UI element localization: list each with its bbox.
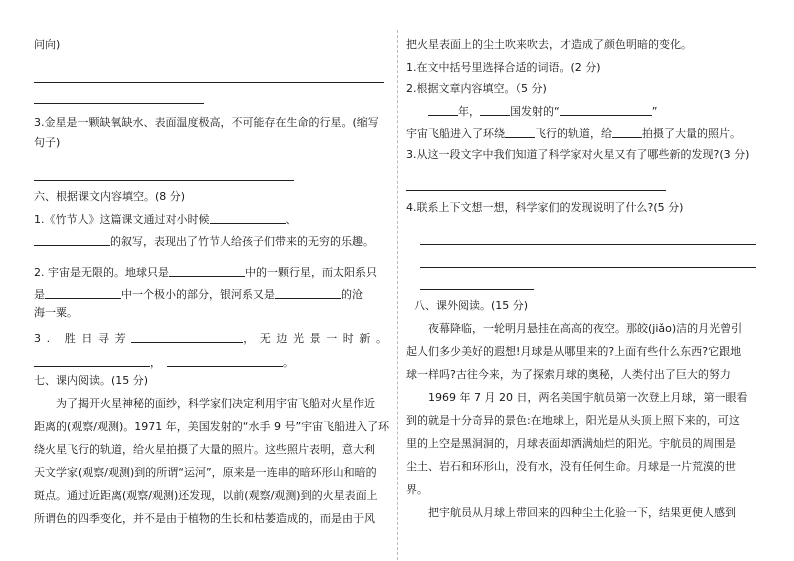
blank-field[interactable] [612,126,642,138]
blank-field[interactable] [210,212,286,224]
passage-line: 为了揭开火星神秘的面纱，科学家们决定利用宇宙飞船对火星作近 [56,397,375,410]
question-3-cont: 句子) [34,136,61,149]
blank-field[interactable] [505,126,535,138]
text: 拍摄了大量的照片。 [642,127,741,140]
blank-field[interactable] [275,287,341,299]
question-2-fill [428,104,657,119]
text: 、 [285,213,297,226]
text: 年， [458,105,480,118]
text: 国发射的“ [510,105,560,118]
text: 宇宙飞船进入了环绕 [406,127,505,140]
passage-line: 起人们多少美好的遐想!月球是从哪里来的?上面有些什么东西?它跟地 [406,345,742,358]
blank-field[interactable] [167,355,283,367]
section-8-heading: 八、课外阅读。(15 分) [414,299,529,312]
passage-line: 里的上空是黑洞洞的，月球表面却洒满灿烂的阳光。宇航员的周围是 [406,437,736,450]
passage-line: 尘土、岩石和环形山，没有水，没有任何生命。月球是一片荒漠的世 [406,460,736,473]
fill-item-3-cont [34,355,294,370]
text: 是 [34,288,45,301]
passage-line: 斑点。通过近距离(观察/观测)还发现，以前(观察/观测)到的火星表面上 [34,489,378,502]
section-7-heading: 七、课内阅读。(15 分) [34,374,149,387]
question-2: 2.根据文章内容填空。（5 分) [406,82,547,95]
passage-line: 天文学家(观察/观测)到的所谓“运河”，原来是一连串的暗环形山和暗的 [34,466,377,479]
passage-line: 把火星表面上的尘土吹来吹去，才造成了颜色明暗的变化。 [406,38,692,51]
question-1: 1.在文中括号里选择合适的词语。(2 分) [406,61,601,74]
text: 的叙写，表现出了竹节人给孩子们带来的无穷的乐趣。 [110,235,374,248]
passage-line: 所谓色的四季变化，并不是由于植物的生长和枯萎造成的，而是由于风 [34,512,375,525]
text: 飞行的轨道，给 [535,127,612,140]
passage-line: 界。 [406,483,428,496]
blank-field[interactable] [45,287,121,299]
fill-item-1-cont [34,234,374,249]
answer-line[interactable] [420,267,756,268]
answer-line[interactable] [420,244,756,245]
blank-field[interactable] [480,104,510,116]
passage-line: 1969 年 7 月 20 日，两名美国宇航员第一次登上月球，第一眼看 [428,391,748,404]
blank-field[interactable] [560,104,652,116]
blank-field[interactable] [34,355,150,367]
fill-item-2-end: 海一粟。 [34,306,78,319]
question-3: 3.从这一段文字中我们知道了科学家对火星又有了哪些新的发现?(3 分) [406,148,750,161]
text: 的沧 [341,288,363,301]
fill-item-2 [34,265,377,280]
text: 2. 宇宙是无限的。地球只是 [34,266,169,279]
blank-field[interactable] [169,265,245,277]
question-2-fill-cont [406,126,741,141]
text: 3. 胜日寻芳 [34,332,132,345]
text: ” [651,105,658,118]
passage-line: 到的就是十分奇异的景色:在地球上，阳光是从头顶上照下来的，可这 [406,414,740,427]
answer-line[interactable] [34,180,294,181]
text-line: 问向) [34,38,61,51]
text: 中一个极小的部分，银河系又是 [121,288,275,301]
column-divider [397,30,398,560]
answer-line[interactable] [420,289,534,290]
question-4: 4.联系上下文想一想，科学家们的发现说明了什么?(5 分) [406,201,684,214]
text: 中的一颗行星，而太阳系只 [245,266,377,279]
answer-line[interactable] [34,103,204,104]
fill-item-2-cont [34,287,363,302]
text: 1.《竹节人》这篇课文通过对小时候 [34,213,210,226]
fill-item-1 [34,212,297,227]
text: ， [150,356,161,369]
answer-line[interactable] [34,82,384,83]
section-6-heading: 六、根据课文内容填空。(8 分) [34,190,186,203]
passage-line: 把宇航员从月球上带回来的四种尘土化验一下，结果更使人感到 [428,506,736,519]
text: 。 [283,356,294,369]
blank-field[interactable] [131,331,243,343]
question-3: 3.金星是一颗缺氧缺水、表面温度极高，不可能存在生命的行星。(缩写 [34,116,379,129]
text: ，无边光景一时新。 [243,332,393,345]
fill-item-3 [34,331,393,346]
passage-line: 距离的(观察/观测)。1971 年，美国发射的“水手 9 号”宇宙飞船进入了环 [34,420,390,433]
passage-line: 夜幕降临，一轮明月悬挂在高高的夜空。那皎(jiǎo)洁的月光曾引 [428,322,743,335]
blank-field[interactable] [428,104,458,116]
passage-line: 绕火星飞行的轨道，给火星拍摄了大量的照片。这些照片表明，意大利 [34,443,375,456]
answer-line[interactable] [406,190,666,191]
passage-line: 球一样吗?古往今来，为了探索月球的奥秘，人类付出了巨大的努力 [406,368,731,381]
blank-field[interactable] [34,234,110,246]
